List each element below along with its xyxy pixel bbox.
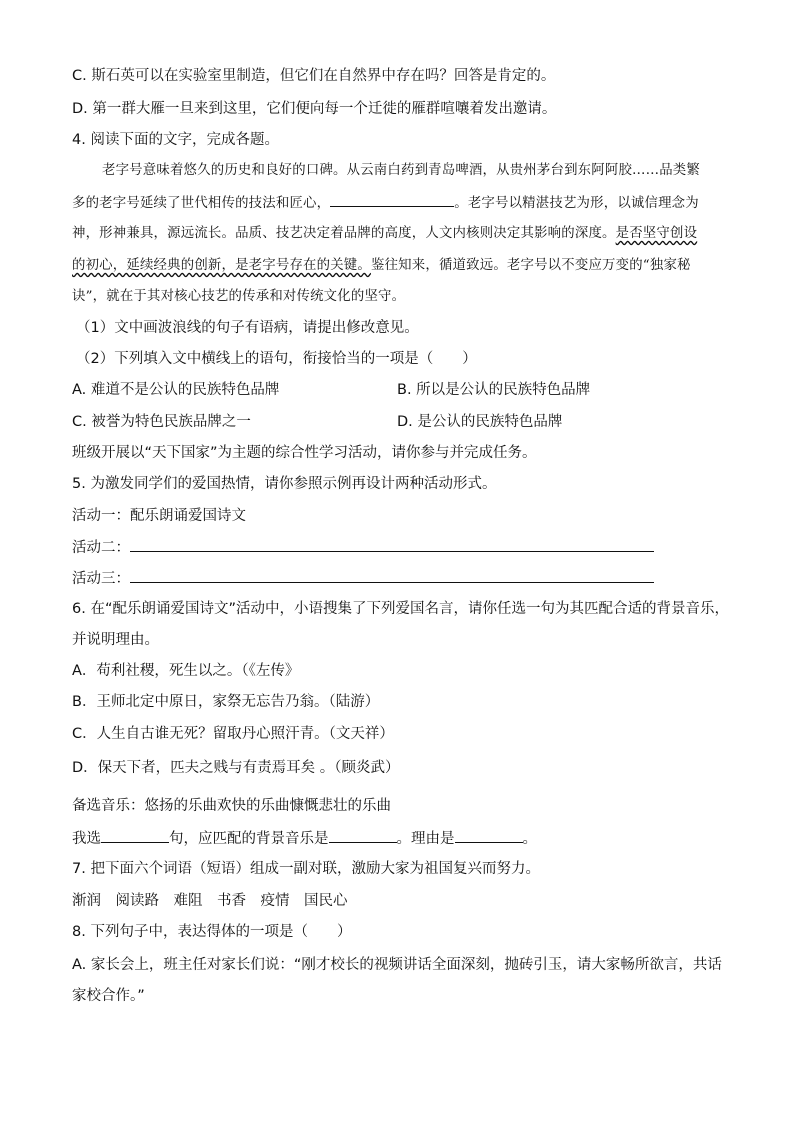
quote-a: A．苟利社稷，死生以之。（《左传》 (72, 663, 300, 679)
fill-blank[interactable] (330, 192, 454, 207)
passage-text: 。老字号以精湛技艺为形，以诚信理念为 (454, 196, 699, 211)
choice-c: C. 被誉为特色民族品牌之一 (72, 414, 251, 430)
passage-text: 多的老字号延续了世代相传的技法和匠心， (72, 196, 331, 211)
question-4: 4. 阅读下面的文字，完成各题。 (72, 132, 279, 148)
question-6-line-2: 并说明理由。 (72, 632, 159, 648)
quote-c: C．人生自古谁无死？留取丹心照汗青。（文天祥） (72, 726, 394, 742)
sub-question-2: （2）下列填入文中横线上的语句，衔接恰当的一项是（ ） (76, 351, 477, 367)
passage-text: 神，形神兼具，源远流长。品质、技艺决定着品牌的高度，人文内核则决定其影响的深度。 (72, 226, 616, 241)
activity-2 (72, 537, 654, 558)
passage-line-2 (72, 192, 699, 214)
q8-option-a-line-1: A. 家长会上，班主任对家长们说：“刚才校长的视频讲话全面深刻，抛砖引玉，请大家畅所欲言，共话 (72, 957, 722, 973)
activity-label: 活动二： (72, 540, 130, 556)
passage-line-1: 老字号意味着悠久的历史和良好的口碑。从云南白药到青岛啤酒，从贵州茅台到东阿阿胶……品类繁 (102, 163, 700, 178)
question-5: 5. 为激发同学们的爱国热情，请你参照示例再设计两种活动形式。 (72, 476, 497, 492)
answer-blank[interactable] (101, 828, 169, 843)
passage-text: 鉴往知来，循道致远。老字号以不变应万变的“独家秘 (371, 258, 691, 273)
choose-text: 句，应匹配的背景音乐是 (169, 831, 329, 847)
sub-question-1: （1）文中画波浪线的句子有语病，请提出修改意见。 (76, 320, 419, 336)
answer-blank[interactable] (329, 828, 397, 843)
choice-d: D. 是公认的民族特色品牌 (397, 414, 563, 430)
choose-line (72, 828, 537, 849)
activity-1: 活动一：配乐朗诵爱国诗文 (72, 508, 246, 524)
activity-intro: 班级开展以“天下国家”为主题的综合性学习活动，请你参与并完成任务。 (72, 445, 537, 461)
answer-blank[interactable] (130, 537, 654, 552)
quote-b: B．王师北定中原日，家祭无忘告乃翁。（陆游） (72, 694, 380, 710)
option-d-line: D. 第一群大雁一旦来到这里，它们便向每一个迁徙的雁群喧嚷着发出邀请。 (72, 101, 557, 117)
music-options: 备选音乐：悠扬的乐曲欢快的乐曲慷慨悲壮的乐曲 (72, 798, 391, 814)
passage-line-4 (72, 256, 691, 276)
word-list: 渐润 阅读路 难阻 书香 疫情 国民心 (72, 893, 348, 909)
choice-row-1 (72, 380, 279, 400)
passage-line-5: 诀”，就在于其对核心技艺的传承和对传统文化的坚守。 (72, 289, 406, 304)
choice-a: A. 难道不是公认的民族特色品牌 (72, 382, 280, 398)
wavy-sentence: 的初心，延续经典的创新，是老字号存在的关键。 (72, 258, 371, 273)
activity-label: 活动三： (72, 571, 130, 587)
option-c-line: C. 斯石英可以在实验室里制造，但它们在自然界中存在吗？回答是肯定的。 (72, 68, 556, 84)
q8-option-a-line-2: 家校合作。” (72, 988, 145, 1004)
answer-blank[interactable] (455, 828, 523, 843)
wavy-sentence: 是否坚守创设 (615, 226, 698, 241)
activity-3 (72, 568, 654, 589)
question-7: 7. 把下面六个词语（短语）组成一副对联，激励大家为祖国复兴而努力。 (72, 861, 540, 877)
question-8: 8. 下列句子中，表达得体的一项是（ ） (72, 924, 352, 940)
question-6-line-1: 6. 在“配乐朗诵爱国诗文”活动中，小语搜集了下列爱国名言，请你任选一句为其匹配合适的背景音乐， (72, 601, 729, 617)
passage-line-3 (72, 224, 697, 244)
choose-text: 。 (522, 831, 537, 847)
quote-d: D．保天下者，匹夫之贱与有责焉耳矣 。（顾炎武） (72, 760, 400, 776)
answer-blank[interactable] (130, 568, 654, 583)
choose-text: 。理由是 (396, 831, 455, 847)
choice-b: B. 所以是公认的民族特色品牌 (397, 382, 591, 398)
choose-text: 我选 (72, 831, 101, 847)
